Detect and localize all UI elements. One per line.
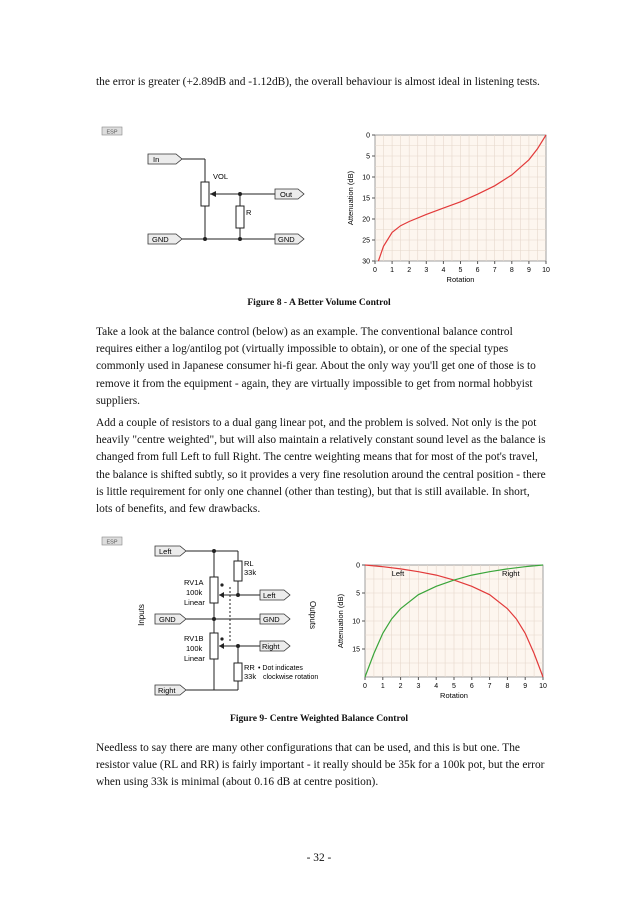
dot-note: • Dot indicates [258, 665, 303, 672]
x-tick-label: 1 [380, 683, 385, 690]
esp-badge-text: ESP [106, 129, 118, 136]
x-tick-label: 10 [542, 267, 550, 274]
legend-right: Right [502, 569, 520, 579]
x-tick-label: 6 [469, 683, 474, 690]
inputs-label: Inputs [137, 604, 146, 626]
esp-logo [102, 127, 122, 136]
esp-logo-2 [102, 537, 122, 546]
figure9-schematic [100, 533, 370, 703]
x-tick-label: 5 [458, 267, 463, 274]
x-tick-label: 1 [390, 267, 395, 274]
left-input-label: Left [159, 547, 172, 556]
rv1b-value: 100k [186, 644, 203, 653]
y-tick-label: 5 [356, 590, 360, 598]
y-tick-label: 30 [362, 258, 370, 266]
figure8-caption: Figure 8 - A Better Volume Control [247, 297, 391, 308]
y-tick-label: 5 [366, 153, 370, 161]
r-label: R [246, 208, 252, 217]
rv1a-pot [210, 577, 218, 603]
vol-label: VOL [213, 172, 229, 181]
resistor-r [236, 206, 244, 228]
x-tick-label: 10 [539, 683, 547, 690]
y-tick-label: 10 [362, 174, 370, 182]
gnd-label-right: GND [278, 235, 295, 244]
y-tick-label: 15 [352, 646, 360, 654]
rv1a-type: Linear [184, 598, 205, 607]
gnd-input-label: GND [159, 615, 176, 624]
right-input-label: Right [158, 686, 176, 695]
x-axis-label: Rotation [440, 691, 468, 700]
page-number: - 32 - [306, 852, 332, 864]
rv1a-value: 100k [186, 588, 203, 597]
in-label: In [153, 155, 160, 164]
rl-label: RL [244, 559, 254, 568]
x-tick-label: 6 [475, 267, 480, 274]
x-tick-label: 0 [373, 267, 377, 274]
x-tick-label: 3 [416, 683, 421, 690]
x-tick-label: 2 [398, 683, 403, 690]
x-tick-label: 7 [492, 267, 497, 274]
rl-resistor [234, 561, 242, 581]
rr-label: RR [244, 663, 255, 672]
rv1b-pot [210, 633, 218, 659]
x-tick-label: 9 [526, 267, 531, 274]
x-tick-label: 7 [487, 683, 492, 690]
out-label: Out [280, 190, 293, 199]
x-tick-label: 0 [363, 683, 367, 690]
dot-note-2: clockwise rotation [263, 674, 319, 681]
x-tick-label: 5 [452, 683, 456, 690]
x-tick-label: 2 [407, 267, 412, 274]
vol-pot [201, 182, 209, 206]
legend-left: Left [391, 569, 405, 579]
rv1a-label: RV1A [184, 578, 204, 587]
y-tick-label: 0 [366, 132, 370, 140]
x-tick-label: 8 [505, 683, 510, 690]
gnd-output-label: GND [263, 615, 280, 624]
y-tick-label: 25 [362, 237, 370, 245]
figure9-chart [338, 558, 553, 698]
paragraph-needless: Needless to say there are many other configurations that can be used, and this is but one. The resistor value (RL and RR) is fairly important - it really should be 35k for a 100k pot, but the error when using 33k is minimal (about 0.16 dB at centre position). [96, 742, 545, 789]
figure8-chart [338, 128, 553, 288]
rl-value: 33k [244, 568, 257, 577]
y-tick-label: 20 [362, 216, 370, 224]
paragraph-error: the error is greater (+2.89dB and -1.12dB), the overall behaviour is almost ideal in listening tests. [96, 76, 540, 88]
right-output-label: Right [262, 642, 280, 651]
esp-badge-text-2: ESP [106, 539, 118, 546]
figure9-caption: Figure 9- Centre Weighted Balance Control [229, 713, 409, 724]
rr-resistor [234, 663, 242, 681]
y-tick-label: 0 [356, 562, 360, 570]
x-axis-label: Rotation [446, 275, 475, 284]
rv1b-label: RV1B [184, 634, 204, 643]
rr-value: 33k [244, 672, 257, 681]
y-axis-label: Attenuation (dB) [346, 170, 355, 226]
x-tick-label: 9 [523, 683, 528, 690]
y-axis-label: Attenuation (dB) [336, 593, 345, 649]
y-tick-label: 15 [362, 195, 370, 203]
gnd-label-left: GND [152, 235, 169, 244]
paragraph-resistors: Add a couple of resistors to a dual gang linear pot, and the problem is solved. Not only is the pot heavily "centre weighted", but will also maintain a relatively constant sound level as the balance is changed from full Left to full Right. The centre weighting means that for most of the pot's travel, the balance is shifted subtly, so it provides a very fine resolution around the central position - there is little requirement for only one channel (other than testing), but that is still available. In short, lots of benefits, and few drawbacks. [96, 417, 546, 516]
paragraph-balance: Take a look at the balance control (below) as an example. The conventional balance control requires either a log/antilog pot (virtually impossible to obtain), or one of the special types commonly used in Japanese consumer hi-fi gear. About the only way you'll get one of those is to remove it from the equipment - again, they are virtually impossible to get from normal hobbyist suppliers. [96, 326, 536, 407]
x-tick-label: 8 [509, 267, 514, 274]
y-tick-label: 10 [352, 618, 360, 626]
x-tick-label: 4 [434, 683, 439, 690]
outputs-label: Outputs [308, 600, 317, 630]
x-tick-label: 3 [424, 267, 429, 274]
left-output-label: Left [263, 591, 276, 600]
rv1b-type: Linear [184, 654, 205, 663]
x-tick-label: 4 [441, 267, 446, 274]
figure8-schematic [100, 125, 340, 255]
